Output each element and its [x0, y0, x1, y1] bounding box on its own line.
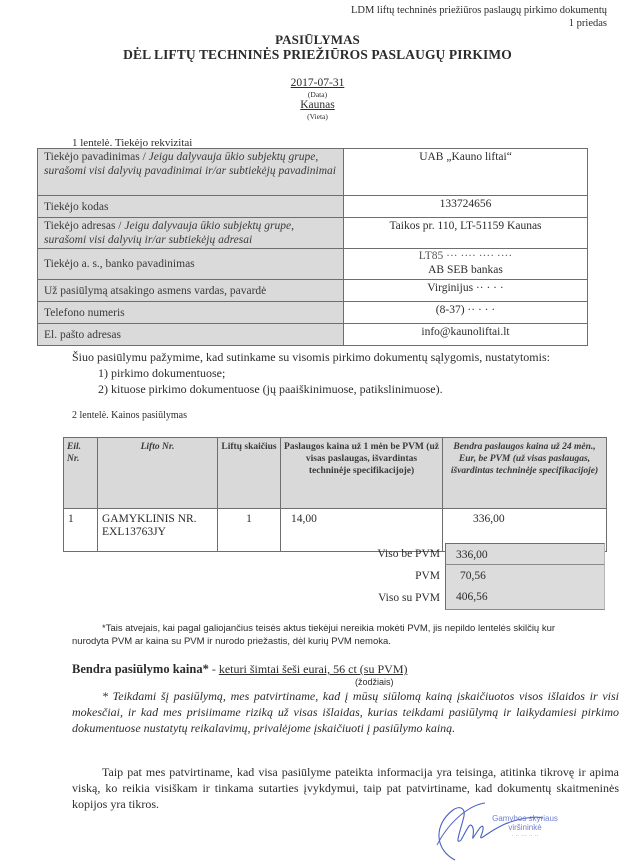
supplier-name-value: UAB „Kauno liftai“ — [344, 149, 588, 196]
confirmation-final-paragraph: Taip pat mes patvirtiname, kad visa pasiūlyme pateikta informacija yra teisinga, atitinka tikrovę ir apima viską, ko reikia visiškam ir tinkama sutarties įvykdymui, taip pat patvirtiname, kad dokumentų skaitmeninės kopijos yra tikros. — [72, 765, 619, 811]
table-row — [38, 196, 588, 218]
date-caption: (Data) — [307, 90, 328, 99]
title-line2: DĖL LIFTŲ TECHNINĖS PRIEŽIŪROS PASLAUGŲ PIRKIMO — [123, 47, 512, 62]
col-header-total-24-months: Bendra paslaugos kaina už 24 mėn., Eur, be PVM (už visas paslaugas, išvardintas techninėje specifikacijoje) — [443, 438, 607, 509]
agreement-intro: Šiuo pasiūlymu pažymime, kad sutinkame su visomis pirkimo dokumentų sąlygomis, nustatytomis: — [72, 350, 550, 364]
table-row — [38, 324, 588, 346]
col-header-monthly-price: Paslaugos kaina už 1 mėn be PVM (už visas paslaugas, išvardintas techninėje specifikacijoje) — [281, 438, 443, 509]
supplier-code-label: Tiekėjo kodas — [38, 196, 344, 218]
total-offer-label: Bendra pasiūlymo kaina* — [72, 662, 209, 676]
vat-footnote — [72, 622, 622, 648]
place-value: Kaunas — [300, 99, 335, 111]
supplier-address-value: Taikos pr. 110, LT-51159 Kaunas — [344, 218, 588, 249]
table-row — [38, 218, 588, 249]
supplier-code-value: 133724656 — [344, 196, 588, 218]
document-header-note — [351, 4, 607, 30]
bank-account-label: Tiekėjo a. s., banko pavadinimas — [38, 249, 344, 280]
total-row-without-vat — [282, 543, 612, 565]
agreement-item-2: 2) kituose pirkimo dokumentuose (jų paaiškinimuose, patikslinimuose). — [98, 382, 443, 396]
table-row — [38, 280, 588, 302]
email-value: info@kaunoliftai.lt — [344, 324, 588, 346]
contact-person-value: Virginijus ·· · · · — [344, 280, 588, 302]
total-row-with-vat — [282, 587, 612, 609]
supplier-address-label: Tiekėjo adresas / Jeigu dalyvauja ūkio subjektų grupe, surašomi visi dalyvių ir/ar subtiekėjų adresai — [38, 218, 344, 249]
total-without-vat-label: Viso be PVM — [377, 548, 440, 560]
header-note-line1: LDM liftų techninės priežiūros paslaugų pirkimo dokumentų — [350, 5, 607, 16]
price-offer-table — [63, 437, 607, 552]
confirmation-italic-paragraph: * Teikdami šį pasiūlymą, mes patvirtiname, kad į mūsų siūlomą kainą įskaičiuotos visos išlaidos ir visi mokesčiai, ir kad mes prisiimame riziką už visas išlaidas, kurias teikdami pasiūlymą ir laikydamiesi pirkimo dokumentuose nustatytų reikalavimų, privalėjome įskaičiuoti į pasiūlymo kainą. — [72, 689, 619, 735]
cell-lift-count: 1 — [218, 509, 281, 552]
supplier-name-label: Tiekėjo pavadinimas / Jeigu dalyvauja ūkio subjektų grupe, surašomi visi dalyvių pavadinimai ir/ar subtiekėjų pavadinimai — [38, 149, 344, 196]
header-note-line2: 1 priedas — [568, 18, 607, 29]
table-header-row — [64, 438, 607, 509]
cell-total-24-months: 336,00 — [443, 509, 607, 552]
cell-lift-no: GAMYKLINIS NR. EXL13763JY — [98, 509, 218, 552]
col-header-lift-no: Lifto Nr. — [98, 438, 218, 509]
col-header-lift-count: Liftų skaičius — [218, 438, 281, 509]
date-value: 2017-07-31 — [290, 77, 345, 89]
stamp-line3: · ·· ··· ·· ·· — [511, 833, 539, 839]
vat-label: PVM — [415, 570, 440, 582]
total-without-vat-value: 336,00 — [445, 543, 605, 565]
contact-person-label: Už pasiūlymą atsakingo asmens vardas, pavardė — [38, 280, 344, 302]
table2-caption: 2 lentelė. Kainos pasiūlymas — [72, 410, 187, 421]
total-with-vat-label: Viso su PVM — [378, 592, 440, 604]
stamp-line2: viršininkė — [508, 823, 542, 832]
total-offer-separator: - — [208, 662, 219, 676]
totals-block — [282, 543, 612, 609]
supplier-details-table — [37, 148, 588, 346]
col-header-item-no: Eil. Nr. — [64, 438, 98, 509]
bank-account-number: LT85 ··· ···· ···· ···· — [418, 250, 513, 262]
cell-monthly-price: 14,00 — [281, 509, 443, 552]
place-caption: (Vieta) — [307, 112, 328, 121]
vat-value: 70,56 — [445, 565, 605, 587]
stamp-line1: Gamybos skyriaus — [492, 814, 558, 823]
page-title — [0, 32, 635, 62]
cell-item-no: 1 — [64, 509, 98, 552]
bank-account-value — [344, 249, 588, 280]
table-row — [38, 302, 588, 324]
phone-value: (8-37) ·· · · · — [344, 302, 588, 324]
footnote-line1: *Tais atvejais, kai pagal galiojančius teisės aktus tiekėjui nereikia mokėti PVM, jis nepildo lentelės skilčių kur — [102, 623, 556, 634]
title-line1: PASIŪLYMAS — [275, 32, 360, 47]
official-stamp — [480, 814, 570, 841]
footnote-line2: nurodyta PVM ar kaina su PVM ir nurodo priežastis, dėl kurių PVM nemoka. — [72, 636, 391, 647]
email-label: El. pašto adresas — [38, 324, 344, 346]
total-with-vat-value: 406,56 — [445, 586, 605, 610]
total-row-vat — [282, 565, 612, 587]
table1-caption: 1 lentelė. Tiekėjo rekvizitai — [72, 137, 193, 149]
total-offer-price — [72, 662, 407, 677]
agreement-item-1: 1) pirkimo dokumentuose; — [98, 366, 226, 380]
total-offer-caption: (žodžiais) — [355, 677, 394, 687]
agreement-paragraph — [72, 349, 632, 397]
bank-name: AB SEB bankas — [428, 264, 503, 276]
total-offer-words: keturi šimtai šeši eurai, 56 ct (su PVM) — [218, 662, 408, 676]
signature-flourish — [437, 803, 485, 845]
table-row — [38, 149, 588, 196]
table-row — [38, 249, 588, 280]
date-place-block — [0, 77, 635, 121]
phone-label: Telefono numeris — [38, 302, 344, 324]
